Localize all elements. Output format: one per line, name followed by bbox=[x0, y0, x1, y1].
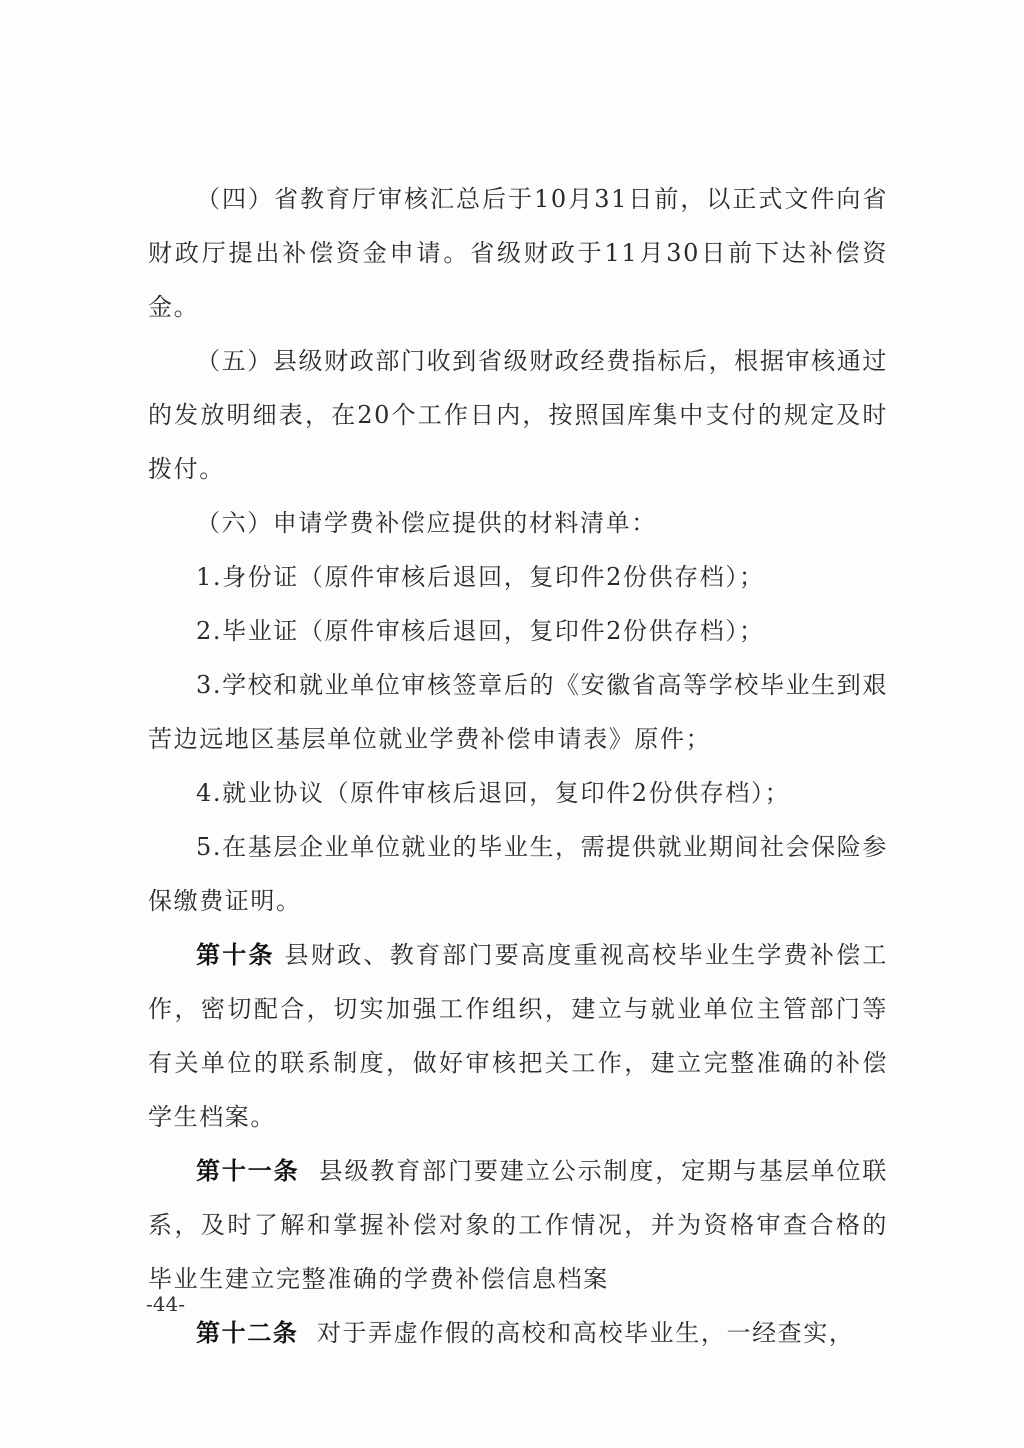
list-item-5: 5.在基层企业单位就业的毕业生，需提供就业期间社会保险参保缴费证明。 bbox=[148, 833, 888, 915]
paragraph-4: （四）省教育厅审核汇总后于10月31日前，以正式文件向省财政厅提出补偿资金申请。省级财政于11月30日前下达补偿资金。 bbox=[148, 185, 888, 321]
article-12-heading: 第十二条 bbox=[196, 1318, 299, 1347]
paragraph-5: （五）县级财政部门收到省级财政经费指标后，根据审核通过的发放明细表，在20个工作日内，按照国库集中支付的规定及时拨付。 bbox=[148, 347, 888, 483]
article-12: 第十二条 对于弄虚作假的高校和高校毕业生，一经查实， bbox=[196, 1318, 855, 1347]
paragraph-6: （六）申请学费补偿应提供的材料清单： bbox=[196, 509, 657, 537]
page-number: -44- bbox=[146, 1292, 185, 1316]
list-item-1: 1.身份证（原件审核后退回，复印件2份供存档）； bbox=[196, 563, 765, 591]
article-10: 第十条 县财政、教育部门要高度重视高校毕业生学费补偿工作，密切配合，切实加强工作组织，建立与就业单位主管部门等有关单位的联系制度，做好审核把关工作，建立完整准确的补偿学生档案。 bbox=[148, 940, 888, 1131]
list-item-4: 4.就业协议（原件审核后退回，复印件2份供存档）； bbox=[196, 779, 791, 807]
article-10-heading: 第十条 bbox=[196, 940, 275, 969]
list-item-3: 3.学校和就业单位审核签章后的《安徽省高等学校毕业生到艰苦边远地区基层单位就业学费补偿申请表》原件； bbox=[148, 671, 888, 753]
body-text bbox=[148, 172, 888, 1360]
article-11-heading: 第十一条 bbox=[196, 1156, 300, 1185]
list-item-2: 2.毕业证（原件审核后退回，复印件2份供存档）； bbox=[196, 617, 765, 645]
article-11: 第十一条 县级教育部门要建立公示制度，定期与基层单位联系，及时了解和掌握补偿对象的工作情况，并为资格审查合格的毕业生建立完整准确的学费补偿信息档案 bbox=[148, 1156, 888, 1293]
